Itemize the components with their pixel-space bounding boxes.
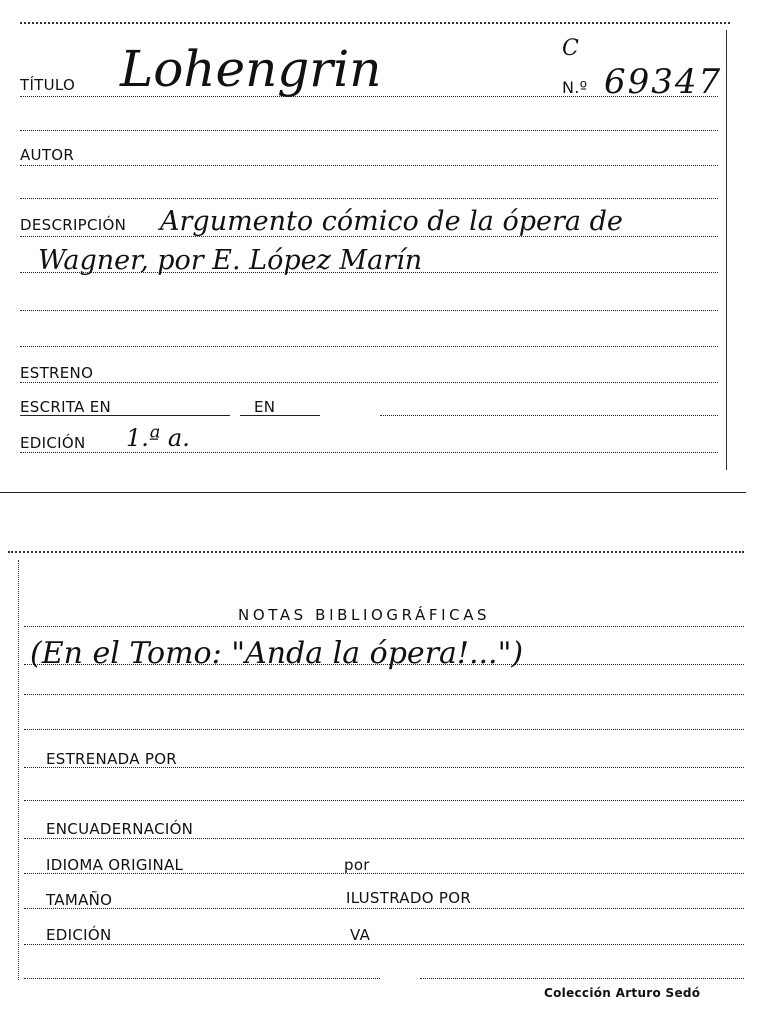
card-top-edge [20,22,730,24]
escrita-en-label: ESCRITA EN [20,398,112,416]
tamano-label: TAMAÑO [46,891,113,909]
autor-line [20,165,718,166]
por-label: por [344,856,370,874]
titulo-label: TÍTULO [20,76,76,94]
edicion-line-back [24,944,744,945]
rule-line [24,729,744,730]
ilustrado-por-label: ILUSTRADO POR [346,889,472,907]
rule-line [20,346,718,347]
encuadernacion-line [24,838,744,839]
idioma-original-label: IDIOMA ORIGINAL [46,856,184,874]
rule-line [20,272,718,273]
edicion-value: 1.ª a. [126,424,190,452]
escrita-en-line [20,415,230,416]
notas-line [24,626,744,627]
edicion-label-back: EDICIÓN [46,926,112,944]
rule-line [24,664,744,665]
coleccion-label: Colección Arturo Sedó [544,986,701,1000]
card-right-edge [726,30,727,470]
descripcion-line [20,236,718,237]
notas-title: NOTAS BIBLIOGRÁFICAS [238,606,491,624]
rule-line [24,978,380,979]
descripcion-label: DESCRIPCIÓN [20,216,127,234]
en-line-ext [380,415,718,416]
card-top-edge [8,551,744,553]
edicion-line [20,452,718,453]
estrenada-por-line [24,767,744,768]
rule-line [24,800,744,801]
en-line [240,415,320,416]
en-label: EN [254,398,276,416]
numero-label: N.º [562,78,588,97]
edicion-label: EDICIÓN [20,434,86,452]
idioma-original-line [24,873,744,874]
estrenada-por-label: ESTRENADA POR [46,750,178,768]
rule-line [24,694,744,695]
va-label: VA [350,926,371,944]
card-left-edge [18,560,19,980]
rule-line [20,130,718,131]
autor-label: AUTOR [20,146,75,164]
notas-value: (En el Tomo: "Anda la ópera!...") [30,636,524,671]
numero-letter: C [562,36,579,61]
rule-line [420,978,744,979]
titulo-line [20,96,718,97]
estreno-line [20,382,718,383]
rule-line [20,198,718,199]
rule-line [20,310,718,311]
descripcion-line2: Wagner, por E. López Marín [38,245,423,276]
estreno-label: ESTRENO [20,364,94,382]
encuadernacion-label: ENCUADERNACIÓN [46,820,194,838]
tamano-line [24,908,744,909]
titulo-value: Lohengrin [120,40,382,98]
card-bottom-edge [0,492,746,493]
descripcion-line1: Argumento cómico de la ópera de [160,206,623,237]
numero-value: 69347 [604,62,723,102]
